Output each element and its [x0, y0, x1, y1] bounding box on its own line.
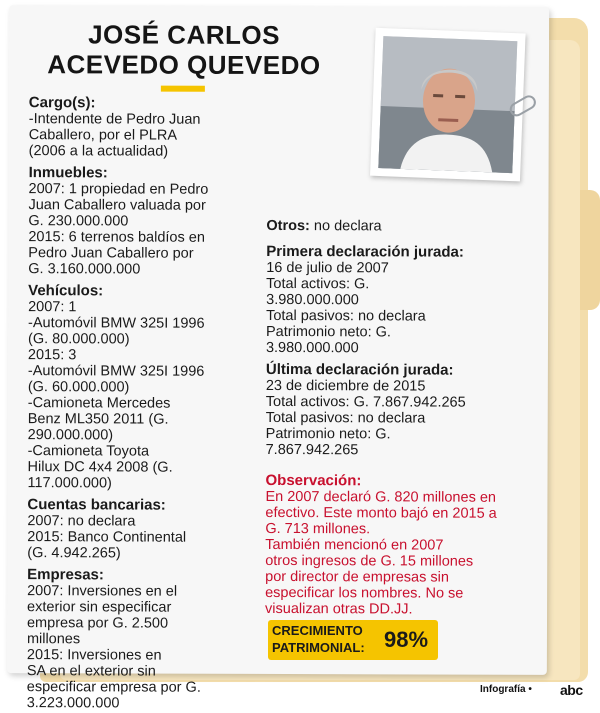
empresas-lines	[27, 583, 265, 712]
text-line: 2007: no declara	[27, 513, 136, 530]
text-line: 3.980.000.000	[265, 339, 359, 357]
badge-line-2: PATRIMONIAL:	[272, 640, 365, 655]
text-line: Patrimonio neto: G.	[266, 323, 391, 341]
text-line: 2007: 1 propiedad en Pedro	[28, 181, 209, 198]
badge-line-1: CRECIMIENTO	[272, 623, 363, 638]
text-line: Total activos: G.	[266, 275, 370, 293]
text-line: Juan Caballero valuada por	[28, 197, 206, 214]
text-line: 7.867.942.265	[265, 441, 359, 459]
text-line: Total activos: G. 7.867.942.265	[265, 393, 466, 411]
text-line: -Camioneta Mercedes	[27, 395, 171, 412]
text-line: Patrimonio neto: G.	[265, 425, 391, 443]
text-line: exterior sin especificar	[27, 599, 172, 616]
text-line: 3.223.000.000	[26, 695, 120, 712]
section-title-cargo: Cargo(s):	[28, 94, 96, 112]
section-title-ultima: Última declaración jurada:	[265, 360, 454, 379]
otros-label: Otros:	[266, 217, 310, 235]
text-line: Benz ML350 2011 (G.	[27, 411, 169, 428]
text-line: por director de empresas sin	[265, 568, 449, 586]
portrait-photo	[378, 36, 517, 173]
section-title-vehiculos: Vehículos:	[28, 282, 104, 300]
name-line-2: ACEVEDO QUEVEDO	[47, 49, 321, 81]
text-line: especificar empresa por G.	[26, 679, 201, 696]
text-line: También mencionó en 2007	[265, 536, 444, 554]
abc-logo: abc	[560, 682, 583, 698]
text-line: (G. 80.000.000)	[27, 331, 130, 348]
text-line: visualizan otras DD.JJ.	[265, 600, 413, 618]
section-title-observacion: Observación:	[265, 471, 362, 490]
section-title-cuentas: Cuentas bancarias:	[27, 496, 166, 514]
badge-percent: 98%	[384, 627, 429, 652]
text-line: millones	[26, 631, 81, 648]
text-line: SA en el exterior sin	[26, 663, 156, 680]
text-line: 2015: Banco Continental	[27, 529, 187, 546]
text-line: G. 3.160.000.000	[28, 261, 141, 278]
text-line: Caballero, por el PLRA	[28, 127, 178, 144]
text-line: especificar los nombres. No se	[265, 584, 464, 602]
text-line: 2015: 6 terrenos baldíos en	[28, 229, 205, 246]
cargo-lines	[29, 111, 267, 160]
otros-line	[266, 218, 528, 235]
text-line: En 2007 declaró G. 820 millones en	[265, 488, 497, 506]
text-line: -Camioneta Toyota	[27, 443, 150, 460]
text-line: Pedro Juan Caballero por	[28, 245, 194, 262]
section-title-empresas: Empresas:	[27, 566, 104, 584]
text-line: 2007: Inversiones en el	[27, 583, 178, 600]
text-line: (2006 a la actualidad)	[28, 143, 169, 160]
inmuebles-lines	[28, 181, 266, 278]
text-line: (G. 4.942.265)	[27, 545, 121, 562]
text-line: 3.980.000.000	[266, 291, 359, 309]
text-line: -Automóvil BMW 325I 1996	[28, 315, 205, 332]
cuentas-lines	[27, 513, 265, 562]
text-line: 117.000.000)	[27, 475, 112, 492]
text-line: 2015: 3	[27, 347, 77, 364]
section-title-inmuebles: Inmuebles:	[28, 164, 108, 182]
person-name-title	[29, 19, 339, 80]
left-column	[27, 89, 267, 712]
text-line: 2007: 1	[28, 299, 77, 316]
portrait-photo-icon	[378, 36, 517, 173]
text-line: 23 de diciembre de 2015	[265, 377, 426, 395]
text-line: otros ingresos de G. 15 millones	[265, 552, 474, 570]
name-line-1: JOSÉ CARLOS	[88, 19, 281, 51]
ultima-lines	[266, 378, 528, 459]
text-line: 2015: Inversiones en	[26, 647, 162, 664]
vehiculos-lines	[27, 299, 266, 492]
text-line: Hilux DC 4x4 2008 (G.	[27, 459, 173, 476]
text-line: Total pasivos: no declara	[265, 409, 426, 427]
text-line: Total pasivos: no declara	[266, 307, 426, 325]
text-line: 16 de julio de 2007	[266, 259, 389, 277]
otros-value: no declara	[309, 218, 382, 235]
text-line: G. 713 millones.	[265, 520, 371, 538]
observacion-lines	[265, 489, 527, 618]
text-line: 290.000.000)	[27, 427, 114, 444]
primera-lines	[266, 260, 528, 357]
portrait-photo-frame	[370, 28, 526, 182]
right-column	[265, 218, 528, 618]
infografia-credit: Infografía •	[480, 684, 532, 695]
text-line: -Intendente de Pedro Juan	[28, 111, 201, 128]
text-line: efectivo. Este monto bajó en 2015 a	[265, 504, 497, 522]
text-line: G. 230.000.000	[28, 213, 129, 230]
text-line: empresa por G. 2.500	[26, 615, 169, 632]
text-line: (G. 60.000.000)	[27, 379, 130, 396]
text-line: -Automóvil BMW 325I 1996	[27, 363, 205, 380]
section-title-primera: Primera declaración jurada:	[266, 242, 464, 261]
